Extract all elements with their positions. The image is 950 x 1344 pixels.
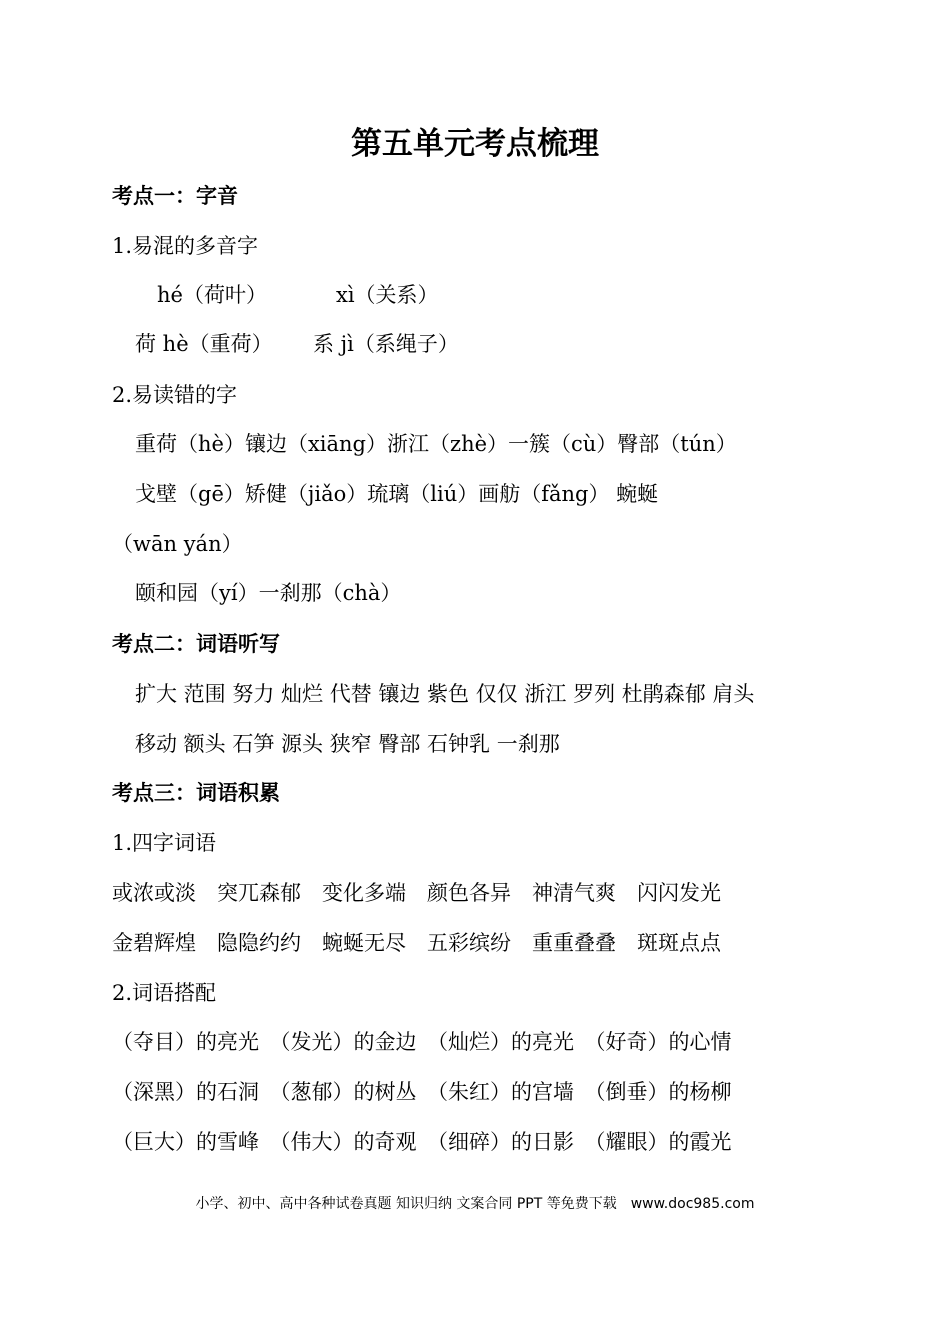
collocation-line: （夺目）的亮光 （发光）的金边 （灿烂）的亮光 （好奇）的心情 — [112, 1030, 732, 1054]
collocation-line: （深黑）的石洞 （葱郁）的树丛 （朱红）的宫墙 （倒垂）的杨柳 — [112, 1080, 732, 1104]
section-heading-vocabulary: 考点三：词语积累 — [112, 781, 280, 805]
section-heading-dictation: 考点二：词语听写 — [112, 632, 280, 656]
subheading-polyphonic: 1.易混的多音字 — [112, 234, 259, 258]
subheading-collocation: 2.词语搭配 — [112, 981, 217, 1005]
polyphonic-entry: xì（关系） — [336, 283, 439, 307]
polyphonic-entry: 荷 hè（重荷） — [135, 332, 273, 356]
misread-line: （wān yán） — [112, 532, 243, 556]
misread-line: 戈壁（gē）矫健（jiǎo）琉璃（liú）画舫（fǎng） 蜿蜒 — [135, 482, 659, 506]
polyphonic-entry: hé（荷叶） — [157, 283, 267, 307]
four-char-words: 或浓或淡 突兀森郁 变化多端 颜色各异 神清气爽 闪闪发光 — [112, 881, 721, 905]
dictation-words: 移动 额头 石笋 源头 狭窄 臀部 石钟乳 一刹那 — [135, 732, 560, 756]
dictation-words: 扩大 范围 努力 灿烂 代替 镶边 紫色 仅仅 浙江 罗列 杜鹃森郁 肩头 — [135, 682, 755, 706]
subheading-misread: 2.易读错的字 — [112, 383, 238, 407]
page-title: 第五单元考点梳理 — [351, 126, 599, 162]
misread-line: 重荷（hè）镶边（xiāng）浙江（zhè）一簇（cù）臀部（tún） — [135, 432, 737, 456]
collocation-line: （巨大）的雪峰 （伟大）的奇观 （细碎）的日影 （耀眼）的霞光 — [112, 1130, 732, 1154]
subheading-four-char: 1.四字词语 — [112, 831, 217, 855]
section-heading-pronunciation: 考点一：字音 — [112, 184, 238, 208]
four-char-words: 金碧辉煌 隐隐约约 蜿蜒无尽 五彩缤纷 重重叠叠 斑斑点点 — [112, 931, 721, 955]
polyphonic-entry: 系 jì（系绳子） — [313, 332, 459, 356]
misread-line: 颐和园（yí）一刹那（chà） — [135, 581, 402, 605]
footer-note: 小学、初中、高中各种试卷真题 知识归纳 文案合同 PPT 等免费下载 www.doc985.com — [195, 1196, 755, 1212]
